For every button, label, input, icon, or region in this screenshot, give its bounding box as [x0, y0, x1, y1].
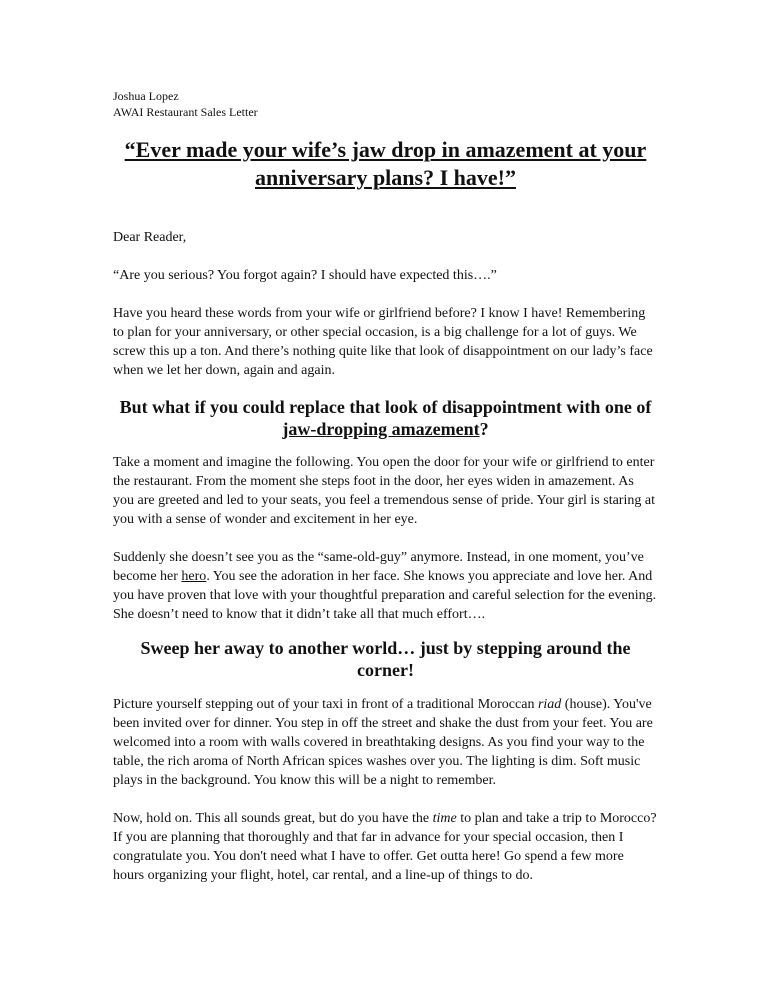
paragraph-2: Take a moment and imagine the following. You open the door for your wife or girlfriend to enter the restaurant. From the moment she steps foot in the door, her eyes widen in amazement. As you are greeted and led to your seats, you feel a tremendous sense of pride. Your girl is staring at you with a sense of wonder and excitement in her eye. [113, 455, 655, 527]
document-type: AWAI Restaurant Sales Letter [113, 105, 258, 119]
paragraph-4-start: Picture yourself stepping out of your taxi in front of a traditional Moroccan [113, 697, 538, 712]
headline [113, 136, 658, 192]
paragraph-3 [113, 548, 658, 624]
salutation: Dear Reader, [113, 230, 187, 245]
paragraph-1: Have you heard these words from your wife or girlfriend before? I know I have! Remembering to plan for your anniversary, or other special occasion, is a big challenge for a lot of guys. We screw this up a ton. And there’s nothing quite like that look of disappointment on our lady’s face when we let her down, again and again. [113, 306, 653, 378]
headline-line-1: “Ever made your wife’s jaw drop in amazement at your [124, 137, 647, 162]
opening-quote: “Are you serious? You forgot again? I should have expected this….” [113, 268, 497, 283]
paragraph-5 [113, 809, 658, 885]
document-page [113, 88, 658, 885]
headline-line-2: anniversary plans? I have!” [255, 165, 516, 190]
subheadline-1 [113, 396, 658, 440]
paragraph-5-start: Now, hold on. This all sounds great, but do you have the [113, 811, 433, 826]
paragraph-5-end: to plan and take a trip to Morocco? If you are planning that thoroughly and that far in advance for your special occasion, then I congratulate you. You don't need what I have to offer. Get outta here! Go spend a few more hours organizing your flight, hotel, car rental, and a line-up of things to do. [113, 811, 657, 883]
paragraph-3-end: . You see the adoration in her face. She knows you appreciate and love her. And you have proven that love with your thoughtful preparation and careful selection for the evening. She doesn’t need to know that it didn’t take all that much effort…. [113, 569, 657, 622]
paragraph-4-riad: riad [537, 697, 562, 712]
subheadline-2: Sweep her away to another world… just by stepping around the corner! [140, 638, 631, 680]
paragraph-5-time: time [432, 811, 457, 826]
paragraph-3-start: Suddenly she doesn’t see you as the “same-old-guy” anymore. Instead, in one moment, you’ve become her [113, 550, 644, 584]
subheadline-1-line-1: But what if you could replace that look of disappointment with one of [119, 397, 652, 417]
subheadline-1-end: ? [479, 419, 489, 439]
author-name: Joshua Lopez [113, 89, 179, 103]
paragraph-4-end: (house). You've been invited over for dinner. You step in off the street and shake the dust from your feet. You are welcomed into a room with walls covered in breathtaking designs. As you find your way to the table, the rich aroma of North African spices washes over you. The lighting is dim. Soft music plays in the background. You know this will be a night to remember. [113, 697, 653, 788]
paragraph-4 [113, 695, 658, 790]
subheadline-1-emphasis: jaw-dropping amazement [282, 419, 480, 439]
paragraph-3-hero: hero [181, 569, 207, 584]
